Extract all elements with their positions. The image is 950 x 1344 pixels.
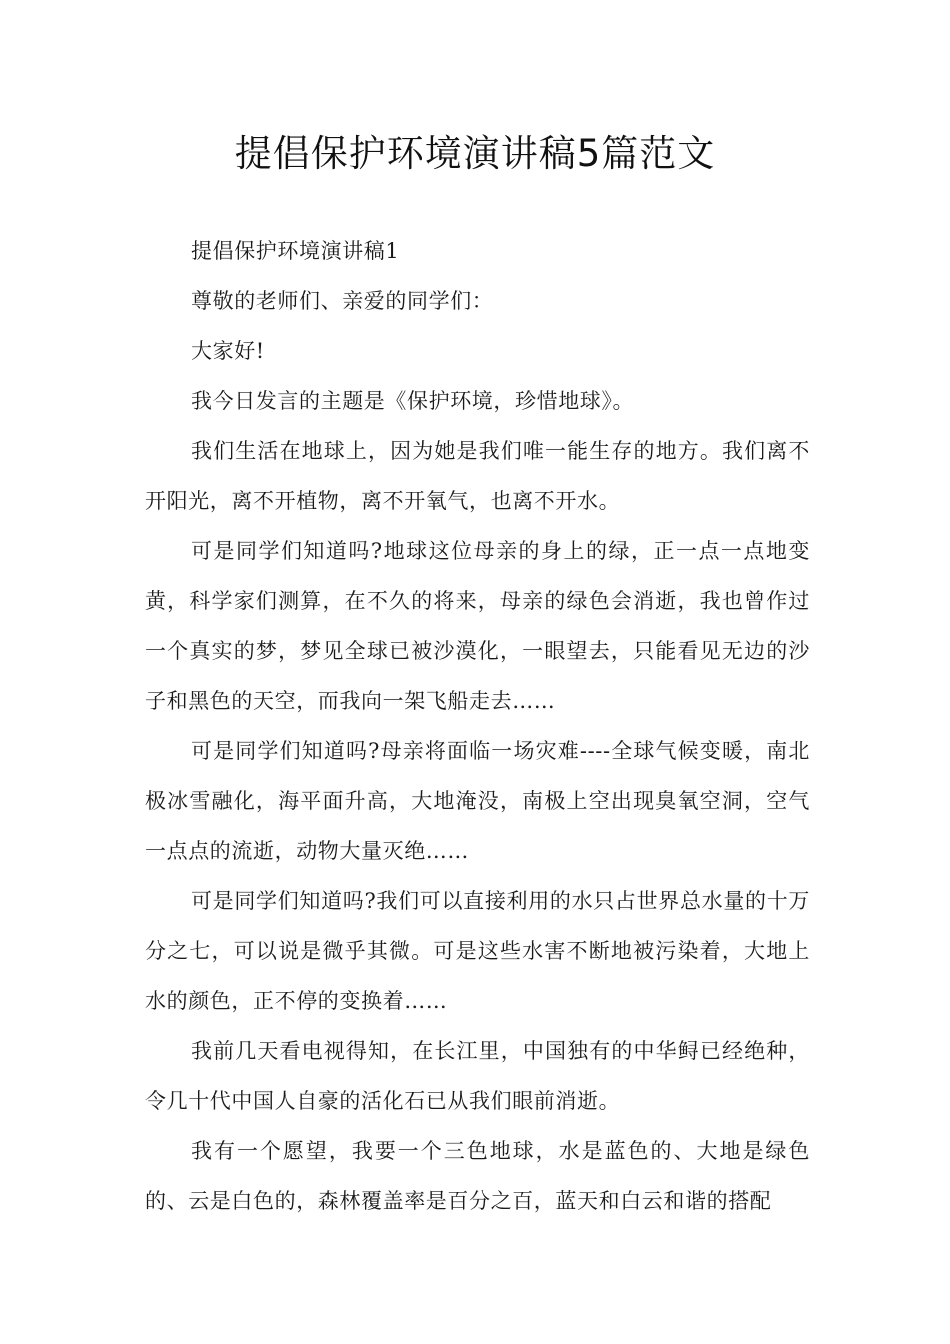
paragraph-body: 可是同学们知道吗?地球这位母亲的身上的绿，正一点一点地变黄，科学家们测算，在不久的将来，母亲的绿色会消逝，我也曾作过一个真实的梦，梦见全球已被沙漠化，一眼望去，只能看见无边的沙子和黑色的天空，而我向一架飞船走去…… — [145, 539, 810, 713]
paragraph-body: 可是同学们知道吗?我们可以直接利用的水只占世界总水量的十万分之七，可以说是微乎其微。可是这些水害不断地被污染着，大地上水的颜色，正不停的变换着…… — [145, 889, 810, 1013]
paragraph-salutation: 尊敬的老师们、亲爱的同学们： — [191, 289, 494, 313]
paragraph-body: 可是同学们知道吗?母亲将面临一场灾难----全球气候变暖，南北极冰雪融化，海平面升高，大地淹没，南极上空出现臭氧空洞，空气一点点的流逝，动物大量灭绝…… — [145, 739, 810, 863]
document-body — [145, 226, 810, 1226]
paragraph-topic: 我今日发言的主题是《保护环境，珍惜地球》。 — [191, 389, 635, 413]
paragraph-body: 我有一个愿望，我要一个三色地球，水是蓝色的、大地是绿色的、云是白色的，森林覆盖率是百分之百，蓝天和白云和谐的搭配 — [145, 1139, 810, 1213]
paragraph-body: 我前几天看电视得知，在长江里，中国独有的中华鲟已经绝种，令几十代中国人自豪的活化石已从我们眼前消逝。 — [145, 1039, 810, 1113]
paragraph-body: 我们生活在地球上，因为她是我们唯一能生存的地方。我们离不开阳光，离不开植物，离不开氧气，也离不开水。 — [145, 439, 810, 513]
document-title: 提倡保护环境演讲稿5篇范文 — [234, 132, 716, 175]
paragraph-speech-heading: 提倡保护环境演讲稿1 — [191, 239, 400, 263]
paragraph-greeting: 大家好! — [191, 339, 265, 363]
